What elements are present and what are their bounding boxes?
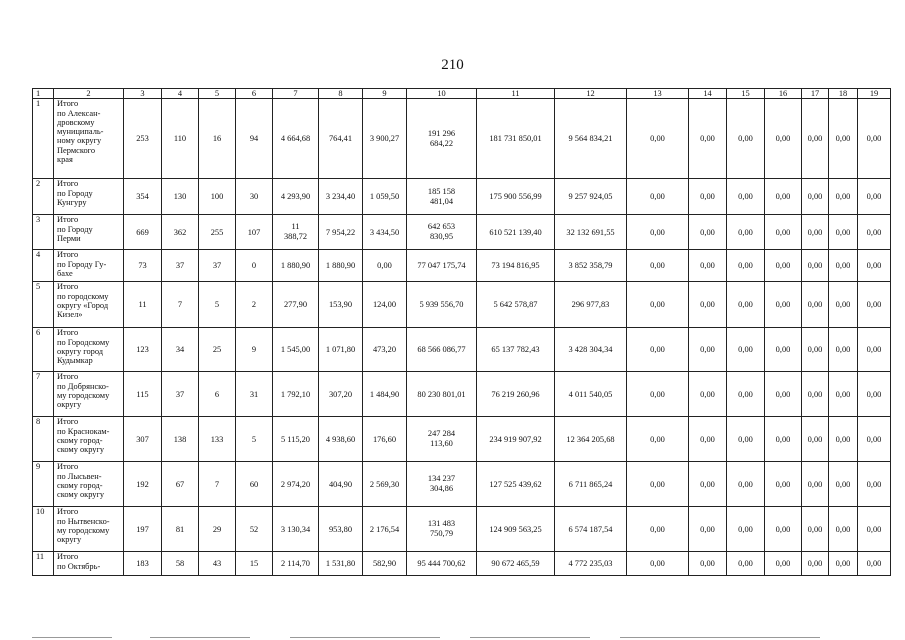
column-header: 15 <box>727 89 765 99</box>
table-cell: 0,00 <box>858 507 891 552</box>
table-cell: 68 566 086,77 <box>407 328 477 372</box>
territory-name <box>54 179 124 215</box>
table-cell: 0,00 <box>765 372 802 417</box>
territory-name-line: по Алексан- <box>57 108 101 118</box>
table-cell: 0,00 <box>627 552 689 576</box>
territory-name-line: по Городскому <box>57 337 110 347</box>
territory-name-line: скому город- <box>57 480 103 490</box>
table-cell: 354 <box>124 179 162 215</box>
table-cell: 0,00 <box>727 462 765 507</box>
table-cell: 3 852 358,79 <box>555 250 627 282</box>
table-cell: 0,00 <box>727 372 765 417</box>
table-cell: 7 954,22 <box>319 215 363 250</box>
table-cell: 0,00 <box>765 215 802 250</box>
column-header: 7 <box>273 89 319 99</box>
table-cell: 90 672 465,59 <box>477 552 555 576</box>
table-cell: 9 564 834,21 <box>555 99 627 179</box>
footer-divider <box>290 637 440 638</box>
table-cell: 0,00 <box>627 328 689 372</box>
table-cell: 0,00 <box>727 215 765 250</box>
table-cell: 176,60 <box>363 417 407 462</box>
table-cell: 77 047 175,74 <box>407 250 477 282</box>
table-cell: 3 900,27 <box>363 99 407 179</box>
table-cell: 37 <box>162 372 199 417</box>
table-cell: 0,00 <box>802 250 829 282</box>
row-number: 1 <box>33 99 54 179</box>
table-cell: 6 574 187,54 <box>555 507 627 552</box>
row-number: 11 <box>33 552 54 576</box>
table-cell: 11 388,72 <box>273 215 319 250</box>
table-cell: 0,00 <box>627 99 689 179</box>
table-cell: 0,00 <box>858 552 891 576</box>
territory-name-line: Итого <box>57 552 79 562</box>
table-row <box>33 372 891 417</box>
territory-name-line: му городскому <box>57 390 110 400</box>
table-cell: 0,00 <box>829 250 858 282</box>
table-cell: 610 521 139,40 <box>477 215 555 250</box>
table-cell: 2 176,54 <box>363 507 407 552</box>
territory-name-line: по Городу <box>57 224 93 234</box>
territory-name-line: округу <box>57 535 82 545</box>
table-cell: 0,00 <box>627 507 689 552</box>
table-body <box>33 89 891 576</box>
table-cell: 60 <box>236 462 273 507</box>
table-cell: 4 938,60 <box>319 417 363 462</box>
table-cell: 107 <box>236 215 273 250</box>
territory-name <box>54 417 124 462</box>
table-cell: 0,00 <box>627 417 689 462</box>
table-cell: 764,41 <box>319 99 363 179</box>
territory-name-line: по Октябрь- <box>57 561 101 571</box>
table-cell: 183 <box>124 552 162 576</box>
table-cell: 4 293,90 <box>273 179 319 215</box>
table-cell: 0 <box>236 250 273 282</box>
row-number: 9 <box>33 462 54 507</box>
table-cell: 29 <box>199 507 236 552</box>
table-cell: 0,00 <box>627 215 689 250</box>
table-cell: 95 444 700,62 <box>407 552 477 576</box>
table-cell: 1 880,90 <box>319 250 363 282</box>
table-cell: 0,00 <box>727 552 765 576</box>
table-cell: 0,00 <box>689 282 727 328</box>
table-cell: 5 939 556,70 <box>407 282 477 328</box>
table-cell: 0,00 <box>627 179 689 215</box>
column-header: 14 <box>689 89 727 99</box>
table-cell: 25 <box>199 328 236 372</box>
table-cell: 0,00 <box>765 328 802 372</box>
table-cell: 0,00 <box>802 328 829 372</box>
table-cell: 127 525 439,62 <box>477 462 555 507</box>
table-cell: 473,20 <box>363 328 407 372</box>
table-cell: 81 <box>162 507 199 552</box>
table-cell: 0,00 <box>765 282 802 328</box>
table-cell: 0,00 <box>829 328 858 372</box>
territory-name-line: Кизел» <box>57 310 83 320</box>
table-cell: 0,00 <box>727 179 765 215</box>
table-cell: 9 <box>236 328 273 372</box>
table-cell: 0,00 <box>858 328 891 372</box>
row-number: 5 <box>33 282 54 328</box>
table-cell: 67 <box>162 462 199 507</box>
table-cell: 0,00 <box>627 462 689 507</box>
table-cell: 0,00 <box>689 179 727 215</box>
row-number: 2 <box>33 179 54 215</box>
table-cell: 6 <box>199 372 236 417</box>
table-cell: 0,00 <box>765 462 802 507</box>
table-cell: 37 <box>162 250 199 282</box>
footer-divider <box>620 637 820 638</box>
territory-name-line: бахе <box>57 268 73 278</box>
table-cell: 1 484,90 <box>363 372 407 417</box>
row-number: 3 <box>33 215 54 250</box>
territory-name <box>54 372 124 417</box>
territory-name-line: Итого <box>57 507 79 517</box>
table-row <box>33 462 891 507</box>
table-cell: 0,00 <box>829 462 858 507</box>
territory-name-line: по Городу Гу- <box>57 259 107 269</box>
table-cell: 2 974,20 <box>273 462 319 507</box>
territory-name <box>54 507 124 552</box>
table-cell: 175 900 556,99 <box>477 179 555 215</box>
territory-name-line: округу <box>57 400 82 410</box>
table-cell: 1 071,80 <box>319 328 363 372</box>
table-cell: 0,00 <box>858 282 891 328</box>
table-cell: 0,00 <box>689 99 727 179</box>
column-header: 16 <box>765 89 802 99</box>
table-cell: 1 545,00 <box>273 328 319 372</box>
table-cell: 0,00 <box>363 250 407 282</box>
data-table <box>32 88 891 576</box>
page-number: 210 <box>441 57 464 73</box>
table-cell: 65 137 782,43 <box>477 328 555 372</box>
table-cell: 0,00 <box>727 99 765 179</box>
territory-name-line: по Добрянско- <box>57 381 109 391</box>
row-number: 7 <box>33 372 54 417</box>
column-header: 3 <box>124 89 162 99</box>
table-cell: 0,00 <box>829 372 858 417</box>
table-cell: 5 115,20 <box>273 417 319 462</box>
table-cell: 0,00 <box>829 507 858 552</box>
table-cell: 0,00 <box>765 99 802 179</box>
table-cell: 0,00 <box>689 507 727 552</box>
table-cell: 3 130,34 <box>273 507 319 552</box>
table-cell: 4 664,68 <box>273 99 319 179</box>
territory-name-line: Итого <box>57 417 79 427</box>
table-cell: 32 132 691,55 <box>555 215 627 250</box>
table-cell: 2 114,70 <box>273 552 319 576</box>
table-cell: 307,20 <box>319 372 363 417</box>
table-cell: 0,00 <box>802 179 829 215</box>
column-header: 5 <box>199 89 236 99</box>
table-cell: 110 <box>162 99 199 179</box>
table-cell: 0,00 <box>765 250 802 282</box>
row-number: 8 <box>33 417 54 462</box>
territory-name-line: Итого <box>57 462 79 472</box>
territory-name-line: муниципаль- <box>57 127 104 137</box>
column-header: 19 <box>858 89 891 99</box>
territory-name <box>54 250 124 282</box>
table-cell: 1 792,10 <box>273 372 319 417</box>
table-cell: 76 219 260,96 <box>477 372 555 417</box>
table-cell: 234 919 907,92 <box>477 417 555 462</box>
table-cell: 1 059,50 <box>363 179 407 215</box>
table-cell: 31 <box>236 372 273 417</box>
table-cell: 34 <box>162 328 199 372</box>
territory-name-line: по Лысьвен- <box>57 471 102 481</box>
table-cell: 0,00 <box>802 417 829 462</box>
table-row <box>33 328 891 372</box>
table-cell: 0,00 <box>765 552 802 576</box>
table-cell: 2 <box>236 282 273 328</box>
table-cell: 0,00 <box>858 462 891 507</box>
territory-name-line: по Нытвенско- <box>57 516 110 526</box>
territory-name-line: Итого <box>57 99 79 109</box>
table-cell: 153,90 <box>319 282 363 328</box>
territory-name-line: Итого <box>57 250 79 260</box>
table-row <box>33 552 891 576</box>
table-cell: 138 <box>162 417 199 462</box>
table-row <box>33 507 891 552</box>
territory-name-line: Итого <box>57 372 79 382</box>
table-cell: 185 158 481,04 <box>407 179 477 215</box>
table-cell: 0,00 <box>689 328 727 372</box>
table-row <box>33 282 891 328</box>
territory-name-line: Перми <box>57 233 81 243</box>
territory-name <box>54 282 124 328</box>
table-cell: 277,90 <box>273 282 319 328</box>
territory-name <box>54 328 124 372</box>
table-cell: 0,00 <box>802 552 829 576</box>
table-cell: 192 <box>124 462 162 507</box>
table-cell: 0,00 <box>829 417 858 462</box>
territory-name-line: округу город <box>57 346 104 356</box>
table-cell: 73 194 816,95 <box>477 250 555 282</box>
row-number: 6 <box>33 328 54 372</box>
table-cell: 0,00 <box>689 250 727 282</box>
footer-divider <box>470 637 590 638</box>
table-cell: 73 <box>124 250 162 282</box>
table-cell: 0,00 <box>689 552 727 576</box>
territory-name-line: Кудымкар <box>57 356 93 366</box>
table-cell: 0,00 <box>858 215 891 250</box>
table-cell: 0,00 <box>858 417 891 462</box>
table-cell: 0,00 <box>858 179 891 215</box>
column-header: 18 <box>829 89 858 99</box>
territory-name-line: Итого <box>57 179 79 189</box>
table-cell: 12 364 205,68 <box>555 417 627 462</box>
table-cell: 11 <box>124 282 162 328</box>
table-cell: 58 <box>162 552 199 576</box>
territory-name-line: Итого <box>57 282 79 292</box>
table-cell: 0,00 <box>802 215 829 250</box>
table-cell: 80 230 801,01 <box>407 372 477 417</box>
table-cell: 0,00 <box>727 507 765 552</box>
territory-name-line: скому округу <box>57 445 105 455</box>
column-header: 12 <box>555 89 627 99</box>
territory-name-line: Итого <box>57 215 79 225</box>
column-header: 13 <box>627 89 689 99</box>
table-cell: 124,00 <box>363 282 407 328</box>
territory-name-line: округу «Город <box>57 300 109 310</box>
column-header: 8 <box>319 89 363 99</box>
column-header: 4 <box>162 89 199 99</box>
table-cell: 134 237 304,86 <box>407 462 477 507</box>
table-cell: 0,00 <box>765 179 802 215</box>
table-cell: 4 011 540,05 <box>555 372 627 417</box>
table-cell: 52 <box>236 507 273 552</box>
table-cell: 0,00 <box>627 250 689 282</box>
table-cell: 582,90 <box>363 552 407 576</box>
table-cell: 0,00 <box>689 215 727 250</box>
table-cell: 1 880,90 <box>273 250 319 282</box>
table-row <box>33 215 891 250</box>
table-cell: 669 <box>124 215 162 250</box>
table-cell: 0,00 <box>627 282 689 328</box>
table-cell: 100 <box>199 179 236 215</box>
column-header: 2 <box>54 89 124 99</box>
table-cell: 9 257 924,05 <box>555 179 627 215</box>
table-cell: 197 <box>124 507 162 552</box>
table-cell: 37 <box>199 250 236 282</box>
table-cell: 0,00 <box>802 507 829 552</box>
table-cell: 0,00 <box>727 328 765 372</box>
table-cell: 0,00 <box>765 417 802 462</box>
table-cell: 43 <box>199 552 236 576</box>
table-cell: 0,00 <box>829 179 858 215</box>
table-cell: 7 <box>199 462 236 507</box>
territory-name-line: дровскому <box>57 117 95 127</box>
table-cell: 247 284 113,60 <box>407 417 477 462</box>
table-cell: 130 <box>162 179 199 215</box>
table-cell: 181 731 850,01 <box>477 99 555 179</box>
row-number: 4 <box>33 250 54 282</box>
table-cell: 362 <box>162 215 199 250</box>
table-cell: 253 <box>124 99 162 179</box>
territory-name-line: Итого <box>57 328 79 338</box>
table-cell: 0,00 <box>829 552 858 576</box>
table-cell: 115 <box>124 372 162 417</box>
table-cell: 0,00 <box>689 417 727 462</box>
table-cell: 0,00 <box>858 250 891 282</box>
table-cell: 5 642 578,87 <box>477 282 555 328</box>
territory-name-line: по городскому <box>57 291 109 301</box>
table-cell: 2 569,30 <box>363 462 407 507</box>
territory-name <box>54 99 124 179</box>
table-cell: 7 <box>162 282 199 328</box>
table-cell: 3 428 304,34 <box>555 328 627 372</box>
table-cell: 0,00 <box>829 215 858 250</box>
table-cell: 0,00 <box>689 372 727 417</box>
territory-name <box>54 552 124 576</box>
territory-name-line: по Краснокам- <box>57 426 110 436</box>
table-cell: 6 711 865,24 <box>555 462 627 507</box>
table-cell: 3 234,40 <box>319 179 363 215</box>
table-cell: 4 772 235,03 <box>555 552 627 576</box>
table-cell: 30 <box>236 179 273 215</box>
footer-divider <box>150 637 250 638</box>
table-row <box>33 179 891 215</box>
table-cell: 0,00 <box>829 282 858 328</box>
table-cell: 15 <box>236 552 273 576</box>
table-cell: 0,00 <box>802 99 829 179</box>
table-cell: 5 <box>236 417 273 462</box>
table-cell: 0,00 <box>727 282 765 328</box>
column-header: 10 <box>407 89 477 99</box>
column-header: 9 <box>363 89 407 99</box>
territory-name <box>54 462 124 507</box>
territory-name-line: му городскому <box>57 525 110 535</box>
table-cell: 1 531,80 <box>319 552 363 576</box>
territory-name-line: Пермского <box>57 145 96 155</box>
table-cell: 133 <box>199 417 236 462</box>
table-row <box>33 250 891 282</box>
territory-name-line: скому округу <box>57 490 105 500</box>
column-header: 17 <box>802 89 829 99</box>
table-cell: 0,00 <box>802 462 829 507</box>
table-cell: 124 909 563,25 <box>477 507 555 552</box>
territory-name-line: Кунгуру <box>57 197 87 207</box>
table-cell: 0,00 <box>829 99 858 179</box>
column-header: 6 <box>236 89 273 99</box>
table-cell: 404,90 <box>319 462 363 507</box>
table-cell: 0,00 <box>689 462 727 507</box>
table-row <box>33 99 891 179</box>
table-cell: 255 <box>199 215 236 250</box>
table-cell: 642 653 830,95 <box>407 215 477 250</box>
table-row <box>33 417 891 462</box>
table-cell: 3 434,50 <box>363 215 407 250</box>
table-cell: 5 <box>199 282 236 328</box>
footer-divider <box>32 637 112 638</box>
table-cell: 191 296 684,22 <box>407 99 477 179</box>
column-header: 11 <box>477 89 555 99</box>
table-cell: 0,00 <box>858 372 891 417</box>
table-cell: 0,00 <box>765 507 802 552</box>
table-cell: 16 <box>199 99 236 179</box>
table-cell: 94 <box>236 99 273 179</box>
territory-name-line: скому город- <box>57 435 103 445</box>
territory-name-line: ному округу <box>57 136 102 146</box>
territory-name-line: по Городу <box>57 188 93 198</box>
table-cell: 0,00 <box>802 372 829 417</box>
territory-name <box>54 215 124 250</box>
table-cell: 953,80 <box>319 507 363 552</box>
column-header: 1 <box>33 89 54 99</box>
table-cell: 296 977,83 <box>555 282 627 328</box>
table-cell: 0,00 <box>727 417 765 462</box>
table-cell: 0,00 <box>858 99 891 179</box>
table-cell: 0,00 <box>727 250 765 282</box>
column-header-row <box>33 89 891 99</box>
table-cell: 123 <box>124 328 162 372</box>
table-cell: 0,00 <box>627 372 689 417</box>
territory-name-line: края <box>57 155 73 165</box>
table-cell: 307 <box>124 417 162 462</box>
row-number: 10 <box>33 507 54 552</box>
table-cell: 131 483 750,79 <box>407 507 477 552</box>
table-cell: 0,00 <box>802 282 829 328</box>
